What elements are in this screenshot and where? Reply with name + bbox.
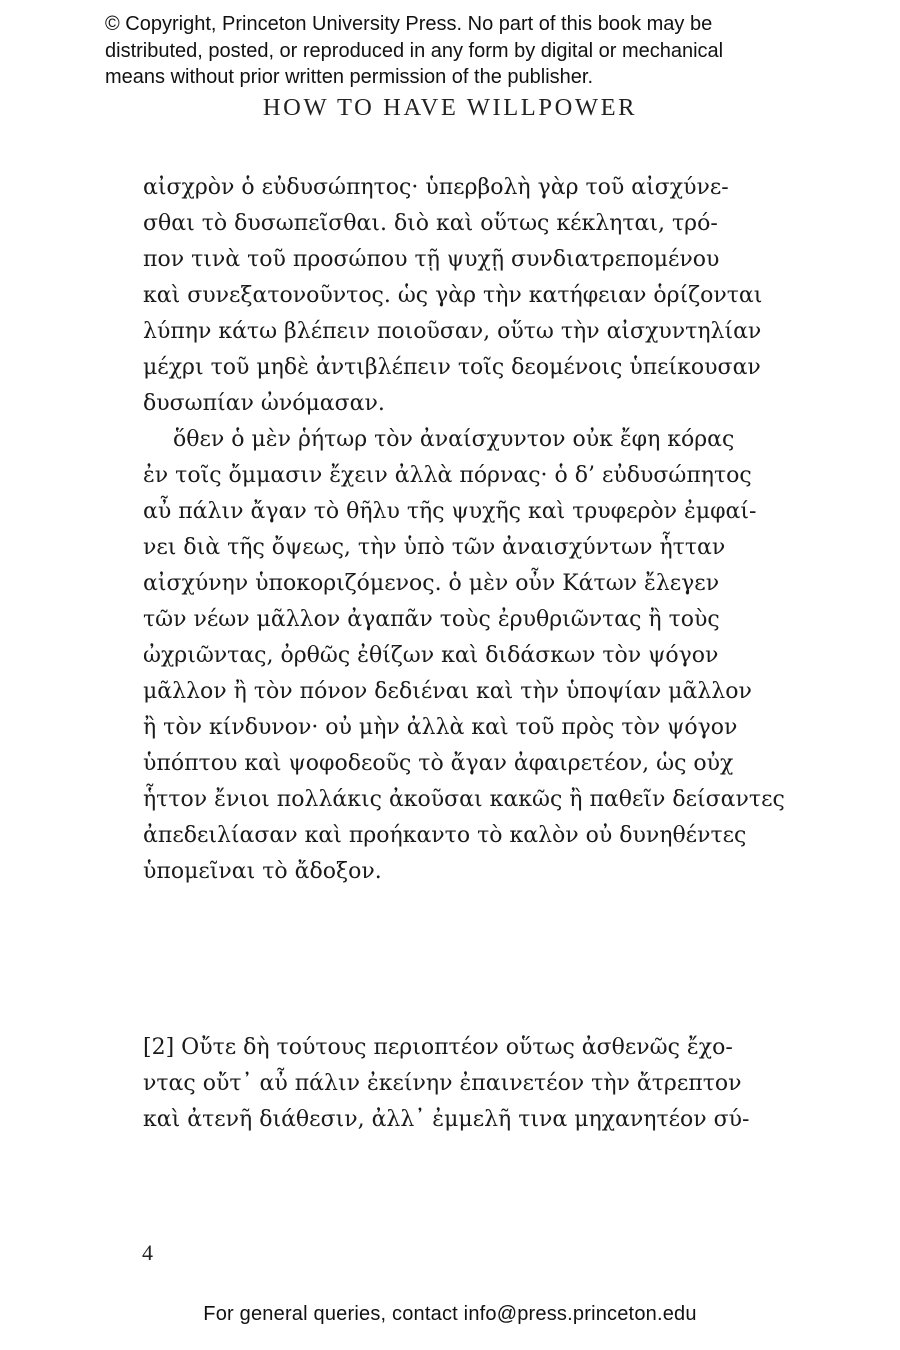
- copyright-notice: [105, 11, 865, 91]
- text-line: μέχρι τοῦ μηδὲ ἀντιβλέπειν τοῖς δεομένοις ὑπείκουσαν: [143, 355, 761, 380]
- text-line: σθαι τὸ δυσωπεῖσθαι. διὸ καὶ οὕτως κέκληται, τρό-: [143, 211, 718, 236]
- text-line: ὅθεν ὁ μὲν ῥήτωρ τὸν ἀναίσχυντον οὐκ ἔφη κόρας: [173, 427, 735, 452]
- text-line: καὶ ἀτενῆ διάθεσιν, ἀλλ᾽ ἐμμελῆ τινα μηχανητέον σύ-: [143, 1107, 750, 1132]
- text-line: αἰσχύνην ὑποκοριζόμενος. ὁ μὲν οὖν Κάτων ἔλεγεν: [143, 571, 720, 596]
- copyright-line-1: © Copyright, Princeton University Press. No part of this book may be: [105, 13, 713, 35]
- text-line: νει διὰ τῆς ὄψεως, τὴν ὑπὸ τῶν ἀναισχύντων ἧτταν: [143, 535, 726, 560]
- paragraph-1: [143, 170, 785, 422]
- text-line: αὖ πάλιν ἄγαν τὸ θῆλυ τῆς ψυχῆς καὶ τρυφερὸν ἐμφαί-: [143, 499, 757, 524]
- text-line: ὑπόπτου καὶ ψοφοδεοῦς τὸ ἄγαν ἀφαιρετέον, ὡς οὐχ: [143, 751, 734, 776]
- text-line: πον τινὰ τοῦ προσώπου τῇ ψυχῇ συνδιατρεπομένου: [143, 247, 720, 272]
- page-number: 4: [142, 1240, 153, 1265]
- text-line: καὶ συνεξατονοῦντος. ὡς γὰρ τὴν κατήφειαν ὁρίζονται: [143, 283, 763, 308]
- text-line: δυσωπίαν ὠνόμασαν.: [143, 391, 385, 416]
- copyright-line-3: means without prior written permission of the publisher.: [105, 66, 594, 88]
- body-text-upper: [143, 170, 785, 890]
- paragraph-2: [143, 422, 785, 890]
- text-line: μᾶλλον ἢ τὸν πόνον δεδιέναι καὶ τὴν ὑποψίαν μᾶλλον: [143, 679, 752, 704]
- body-text-lower: [143, 1030, 749, 1138]
- copyright-line-2: distributed, posted, or reproduced in any form by digital or mechanical: [105, 39, 724, 62]
- section-2-paragraph: [143, 1030, 749, 1138]
- text-line: ἢ τὸν κίνδυνον· οὐ μὴν ἀλλὰ καὶ τοῦ πρὸς τὸν ψόγον: [143, 715, 738, 740]
- text-line: ὠχριῶντας, ὀρθῶς ἐθίζων καὶ διδάσκων τὸν ψόγον: [143, 643, 719, 668]
- text-line: ἧττον ἔνιοι πολλάκις ἀκοῦσαι κακῶς ἢ παθεῖν δείσαντες: [143, 787, 785, 812]
- footer-contact: For general queries, contact info@press.princeton.edu: [203, 1303, 697, 1325]
- text-line: λύπην κάτω βλέπειν ποιοῦσαν, οὕτω τὴν αἰσχυντηλίαν: [143, 319, 762, 344]
- text-line: ντας οὔτ᾽ αὖ πάλιν ἐκείνην ἐπαινετέον τὴν ἄτρεπτον: [143, 1071, 742, 1096]
- text-line: ἀπεδειλίασαν καὶ προήκαντο τὸ καλὸν οὐ δυνηθέντες: [143, 823, 747, 848]
- running-head: HOW TO HAVE WILLPOWER: [262, 94, 638, 121]
- text-line: ὑπομεῖναι τὸ ἄδοξον.: [143, 859, 382, 884]
- text-line: [2] Οὔτε δὴ τούτους περιοπτέον οὕτως ἀσθενῶς ἔχο-: [143, 1035, 733, 1060]
- text-line: τῶν νέων μᾶλλον ἀγαπᾶν τοὺς ἐρυθριῶντας ἢ τοὺς: [143, 607, 720, 632]
- text-line: αἰσχρὸν ὁ εὐδυσώπητος· ὑπερβολὴ γὰρ τοῦ αἰσχύνε-: [143, 175, 729, 200]
- text-line: ἐν τοῖς ὄμμασιν ἔχειν ἀλλὰ πόρνας· ὁ δ’ εὐδυσώπητος: [143, 463, 752, 488]
